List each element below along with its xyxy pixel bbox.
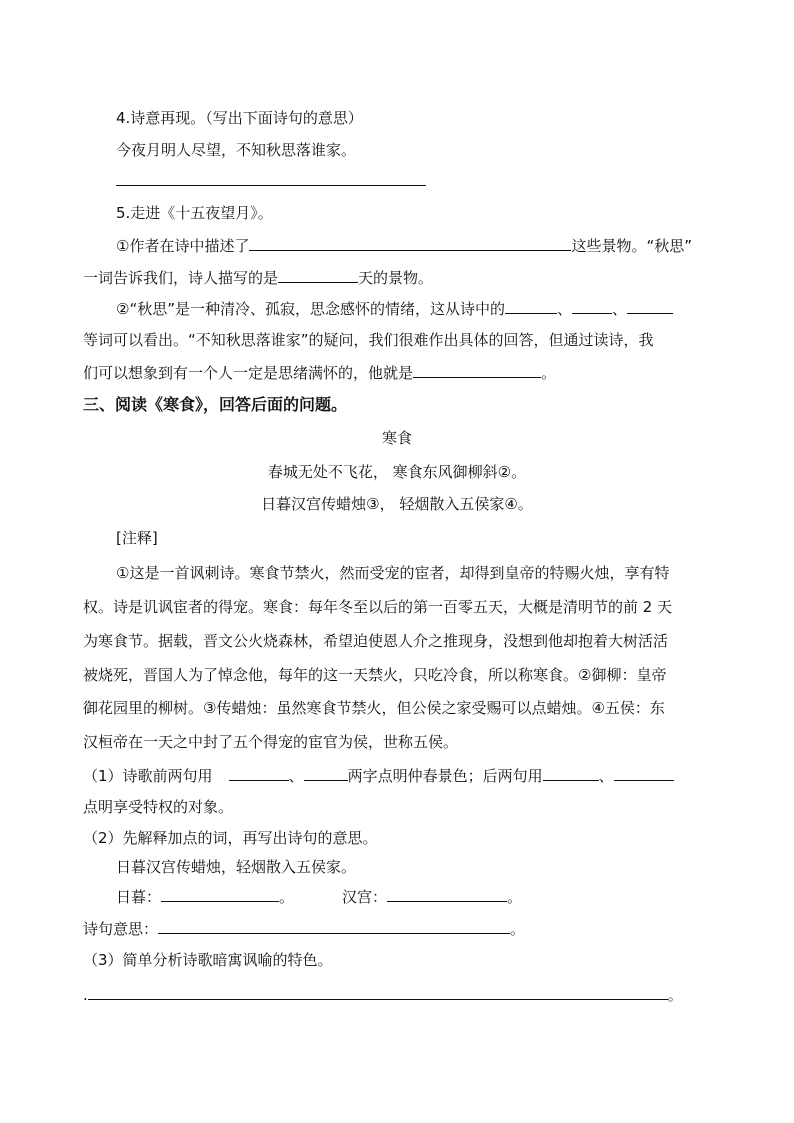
poem-line-1: 春城无处不飞花， 寒食东风御柳斜②。 [267,463,527,481]
q2-words-line [0,886,794,907]
q1-blank-2[interactable] [304,765,348,781]
q5-title: 5.走进《十五夜望月》。 [116,204,273,222]
q2-poem-line: 日暮汉宫传蜡烛，轻烟散入五侯家。 [116,858,357,876]
hangong-label: 汉宫： [342,888,388,906]
note-line: 为寒食节。据载，晋文公火烧森林，希望迫使恩人介之推现身，没想到他却抱着大树活活 [83,632,669,650]
word-blank-2[interactable] [572,298,612,314]
sep: 、 [598,767,614,785]
poem-line-2: 日暮汉宫传蜡烛③， 轻烟散入五侯家④。 [261,495,533,513]
rimu-label: 日暮： [116,888,162,906]
note-line: 汉桓帝在一天之中封了五个得宠的宦官为侯，世称五侯。 [83,733,459,751]
q1-line1 [0,765,794,786]
q5-p2-line3 [0,362,794,383]
sep: 、 [612,300,628,318]
season-blank[interactable] [278,267,358,283]
q5-p1-line2 [0,267,794,288]
notes-label: [注释] [116,529,158,547]
q3-blank[interactable] [88,984,668,1000]
q1-blank-1[interactable] [229,765,289,781]
section-3-header: 三、阅读《寒食》，回答后面的问题。 [83,395,348,414]
q3-title: （3）简单分析诗歌暗寓讽喻的特色。 [83,951,333,969]
end: 。 [667,986,683,1004]
q2-title: （2）先解释加点的词，再写出诗句的意思。 [83,829,378,847]
q1b: 两字点明仲春景色；后两句用 [347,767,543,785]
yisi-label: 诗句意思： [83,920,159,938]
end: 。 [507,888,523,906]
q4-poem-line: 今夜月明人尽望，不知秋思落谁家。 [116,141,357,159]
word-blank-1[interactable] [505,298,557,314]
sep: 、 [288,767,304,785]
q1-blank-3[interactable] [543,765,599,781]
q5-p1a: ①作者在诗中描述了 [116,237,250,255]
q5-p2-line1 [0,298,794,319]
poem-title: 寒食 [381,429,412,447]
end: 。 [510,920,526,938]
meaning-blank[interactable] [158,918,510,934]
end: 。 [279,888,295,906]
scenery-blank[interactable] [249,235,571,251]
q5-p1c: 一词告诉我们，诗人描写的是 [83,269,279,287]
sep: 、 [557,300,573,318]
person-blank[interactable] [413,362,541,378]
note-line: 被烧死，晋国人为了悼念他，每年的这一天禁火，只吃冷食，所以称寒食。②御柳：皇帝 [83,666,667,684]
q4-title: 4.诗意再现。（写出下面诗句的意思） [116,109,363,127]
note-line: ①这是一首讽刺诗。寒食节禁火，然而受宠的宦者，却得到皇帝的特赐火烛，享有特 [116,564,670,582]
q4-answer-line[interactable] [116,185,426,186]
end: 。 [541,364,557,382]
note-line: 权。诗是讥讽宦者的得宠。寒食：每年冬至以后的第一百零五天，大概是清明节的前 2 天 [83,598,673,616]
q1c: 点明享受特权的对象。 [83,798,234,816]
q3-answer-line [0,984,794,1005]
q1a: （1）诗歌前两句用 [83,767,213,785]
q5-p1-line1 [0,235,794,256]
hangong-blank[interactable] [387,886,507,902]
q5-p2c: 们可以想象到有一个人一定是思绪满怀的，他就是 [83,364,414,382]
q1-blank-4[interactable] [614,765,674,781]
note-line: 御花园里的柳树。③传蜡烛：虽然寒食节禁火，但公侯之家受赐可以点蜡烛。④五侯：东 [83,699,665,717]
q2-meaning-line [0,918,794,939]
lead-dot: . [83,986,88,1004]
q5-p1d: 天的景物。 [358,269,434,287]
word-blank-3[interactable] [627,298,673,314]
q5-p2b: 等词可以看出。“不知秋思落谁家”的疑问，我们很难作出具体的回答，但通过读诗，我 [83,331,654,349]
q5-p1b: 这些景物。“秋思” [571,237,692,255]
q5-p2a: ②“秋思”是一种清冷、孤寂，思念感怀的情绪，这从诗中的 [116,300,505,318]
rimu-blank[interactable] [161,886,279,902]
